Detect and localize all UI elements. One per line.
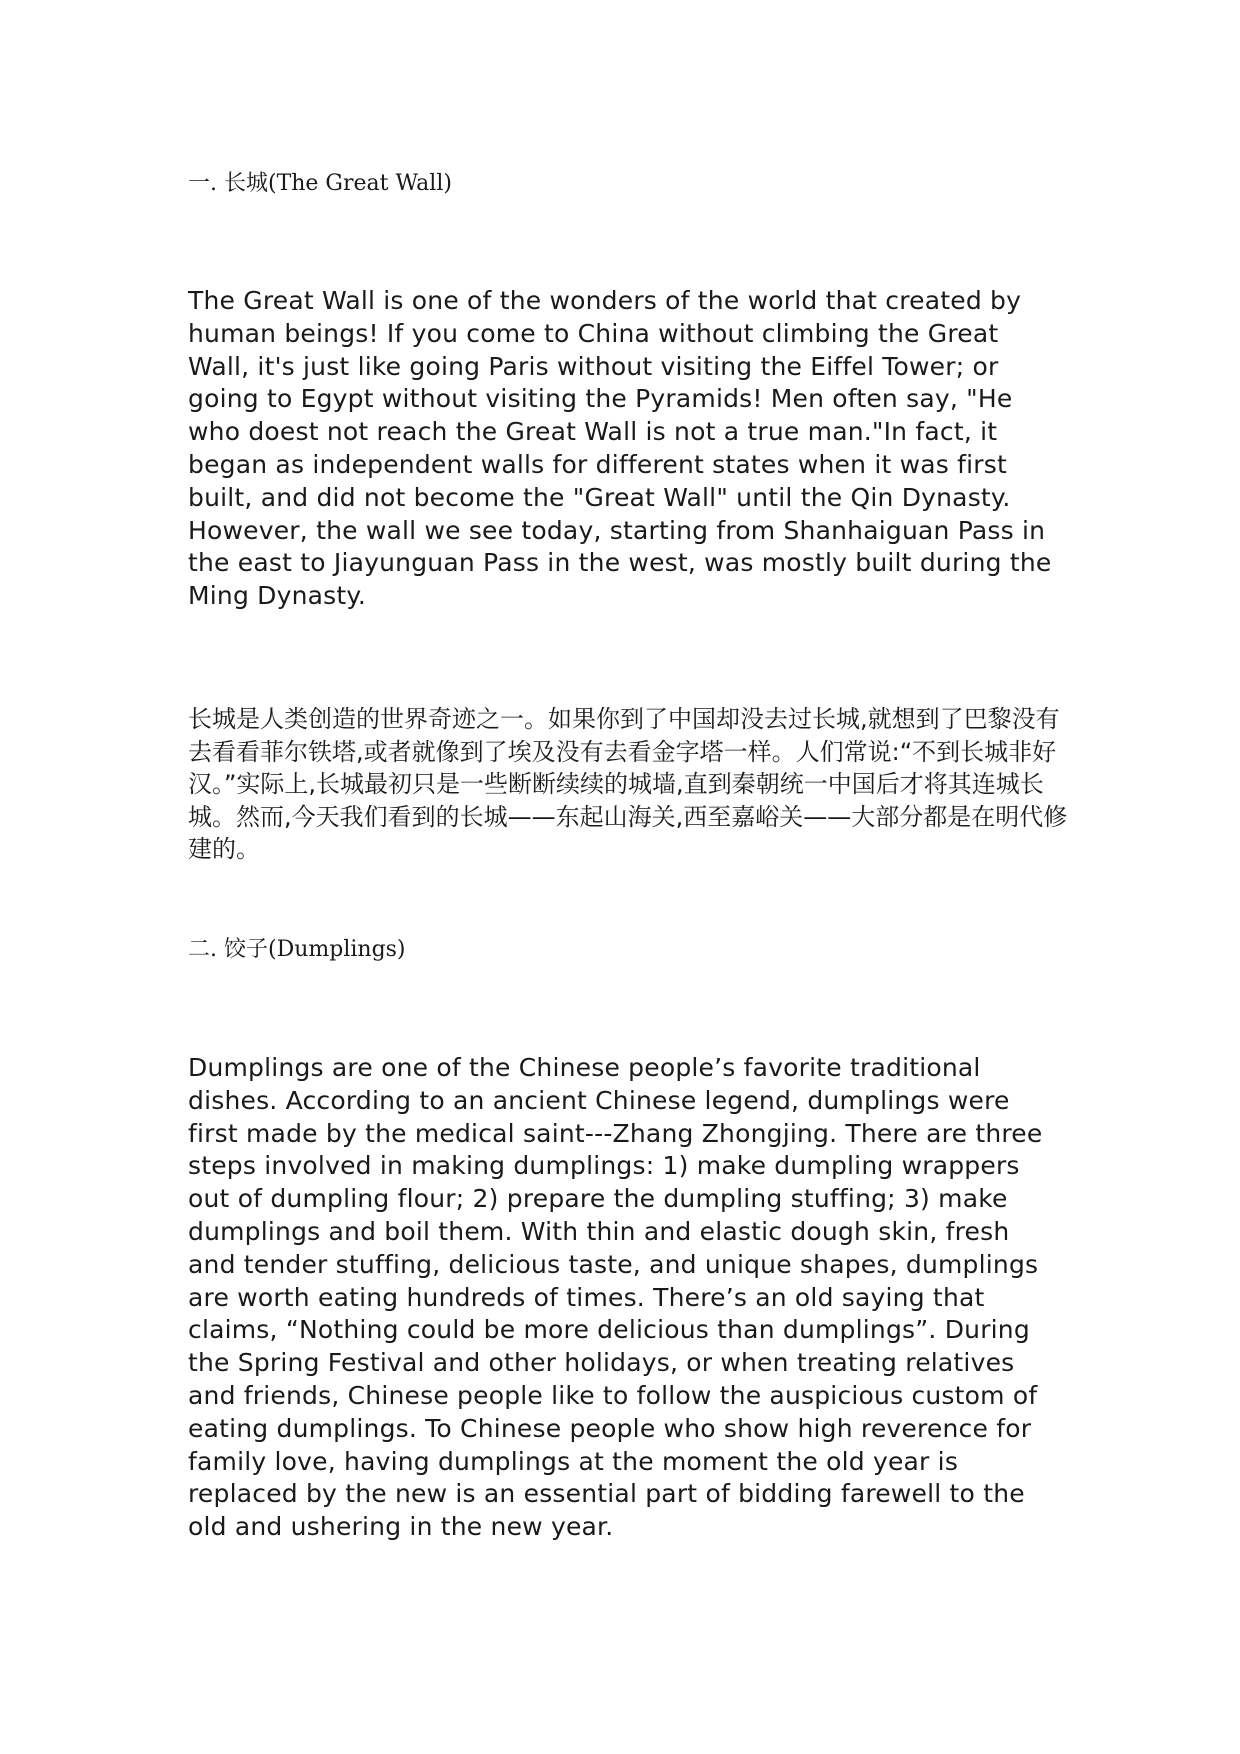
great-wall-chinese-paragraph: 长城是人类创造的世界奇迹之一。如果你到了中国却没去过长城,就想到了巴黎没有去看看菲尔铁塔,或者就像到了埃及没有去看金字塔一样。人们常说:“不到长城非好汉。”实际上,长城最初只是一些断断续续的城墙,直到秦朝统一中国后才将其连城长城。然而,今天我们看到的长城——东起山海关,西至嘉峪关——大部分都是在明代修建的。 <box>188 705 1068 864</box>
section-heading-dumplings: 二. 饺子(Dumplings) <box>188 937 406 962</box>
dumplings-english-paragraph: Dumplings are one of the Chinese people’s favorite traditional dishes. According to an ancient Chinese legend, dumplings were first made by the medical saint---Zhang Zhongjing. There are three steps involved in making dumplings: 1) make dumpling wrappers out of dumpling flour; 2) prepare the dumpling stuffing; 3) make dumplings and boil them. With thin and elastic dough skin, fresh and tender stuffing, delicious taste, and unique shapes, dumplings are worth eating hundreds of times. There’s an old saying that claims, “Nothing could be more delicious than dumplings”. During the Spring Festival and other holidays, or when treating relatives and friends, Chinese people like to follow the auspicious custom of eating dumplings. To Chinese people who show high reverence for family love, having dumplings at the moment the old year is replaced by the new is an essential part of bidding farewell to the old and ushering in the new year. <box>188 1053 1043 1542</box>
section-heading-great-wall: 一. 长城(The Great Wall) <box>188 171 452 196</box>
great-wall-english-paragraph: The Great Wall is one of the wonders of the world that created by human beings! If you come to China without climbing the Great Wall, it's just like going Paris without visiting the Eiffel Tower; or going to Egypt without visiting the Pyramids! Men often say, "He who doest not reach the Great Wall is not a true man."In fact, it began as independent walls for different states when it was first built, and did not become the "Great Wall" until the Qin Dynasty. However, the wall we see today, starting from Shanhaiguan Pass in the east to Jiayunguan Pass in the west, was mostly built during the Ming Dynasty. <box>188 286 1052 611</box>
